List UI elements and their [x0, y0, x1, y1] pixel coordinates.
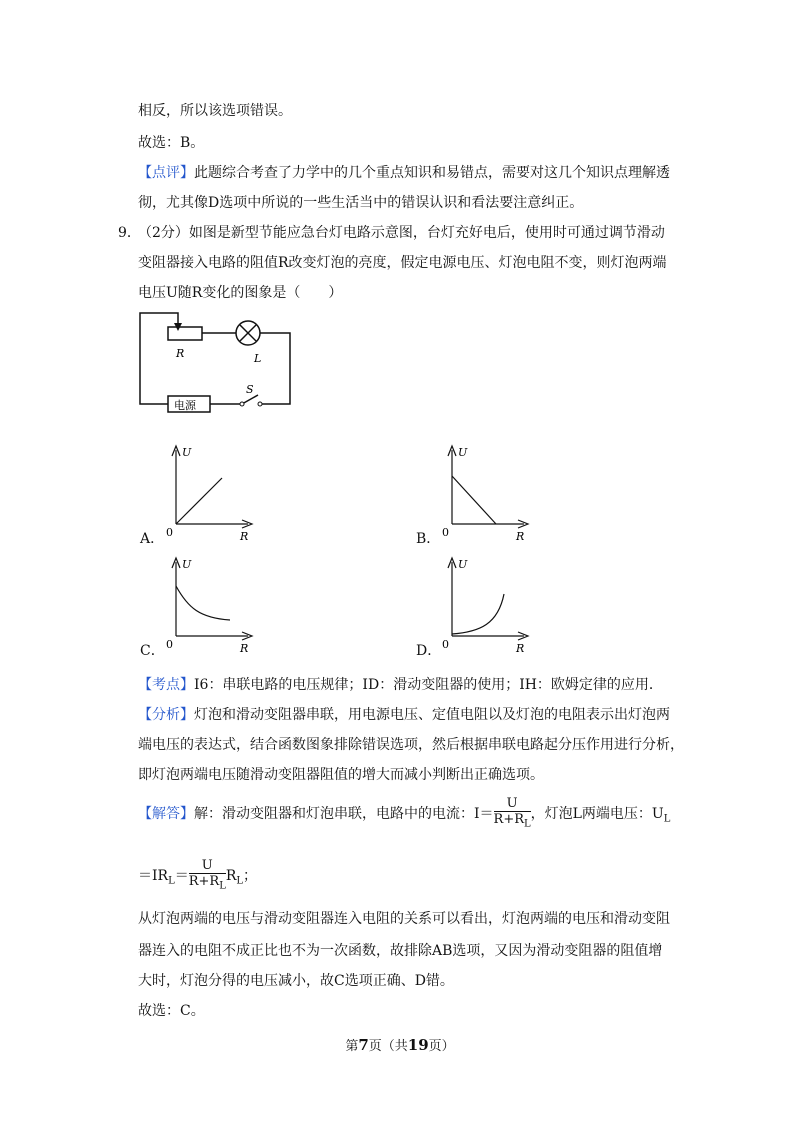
- origin-label: 0: [442, 526, 449, 539]
- y-axis-label: U: [458, 558, 468, 571]
- jieda-mid-sub: L: [663, 813, 671, 825]
- y-axis-label: U: [458, 446, 468, 459]
- kaodian-line: [138, 674, 663, 694]
- x-axis-label: R: [240, 642, 249, 655]
- option-c-label: C．: [140, 643, 165, 659]
- question-text: （2分）如图是新型节能应急台灯电路示意图，台灯充好电后，使用时可通过调节滑动: [138, 225, 665, 241]
- voltage-fraction: $\frac{U}{R+R_L}$: [188, 858, 226, 892]
- review-line: [138, 162, 670, 182]
- origin-label: 0: [166, 638, 173, 651]
- text-line: 大时，灯泡分得的电压减小，故C选项正确、D错。: [138, 973, 454, 989]
- jieda-text: 解：滑动变阻器和灯泡串联，电路中的电流：I＝: [194, 805, 494, 822]
- graph-d: [436, 552, 536, 657]
- jieda-line: [138, 796, 670, 832]
- graph-b: [436, 440, 536, 545]
- review-tag: 【点评】: [138, 165, 194, 181]
- graph-a: [160, 440, 260, 545]
- lamp-label: L: [254, 352, 262, 365]
- total-pages: 19: [407, 1036, 429, 1054]
- question-text: 电压U随R变化的图象是（ ）: [138, 285, 343, 301]
- kaodian-text: I6：串联电路的电压规律；ID：滑动变阻器的使用；IH：欧姆定律的应用．: [194, 677, 663, 693]
- graph-c: [160, 552, 260, 657]
- text-line: 器连入的电阻不成正比也不为一次函数，故排除AB选项，又因为滑动变阻器的阻值增: [138, 943, 663, 959]
- switch-label: S: [246, 383, 254, 396]
- question-number: 9．: [118, 225, 141, 241]
- text-line: 彻，尤其像D选项中所说的一些生活当中的错误认识和看法要注意纠正。: [138, 195, 584, 211]
- voltage-equation: $=IR_L=$ $\frac{U}{R+R_L}$ $R_L$；: [138, 858, 258, 892]
- option-d-label: D．: [416, 643, 442, 659]
- circuit-diagram: [130, 305, 310, 415]
- answer-line: 故选：C。: [138, 1003, 205, 1019]
- jieda-tag: 【解答】: [138, 805, 194, 822]
- power-source-label: 电源: [174, 399, 196, 412]
- y-axis-label: U: [182, 558, 192, 571]
- kaodian-tag: 【考点】: [138, 677, 194, 693]
- text-line: 故选：B。: [138, 135, 205, 151]
- x-axis-label: R: [240, 530, 249, 543]
- origin-label: 0: [442, 638, 449, 651]
- text-line: 即灯泡两端电压随滑动变阻器阻值的增大而减小判断出正确选项。: [138, 767, 544, 783]
- fenxi-line: [138, 704, 670, 724]
- fenxi-tag: 【分析】: [138, 707, 194, 723]
- fenxi-text: 灯泡和滑动变阻器串联，用电源电压、定值电阻以及灯泡的电阻表示出灯泡两: [194, 707, 670, 723]
- page-footer: 第7页（共19页）: [345, 1036, 455, 1054]
- page-number: 7: [358, 1036, 369, 1054]
- fraction-numerator: U: [494, 796, 531, 812]
- jieda-mid: ，灯泡L两端电压：U: [530, 805, 664, 822]
- option-b-label: B．: [416, 531, 441, 547]
- x-axis-label: R: [516, 642, 525, 655]
- text-line: 端电压的表达式，结合函数图象排除错误选项，然后根据串联电路起分压作用进行分析，: [138, 737, 684, 753]
- review-text: 此题综合考查了力学中的几个重点知识和易错点，需要对这几个知识点理解透: [194, 165, 670, 181]
- text-line: 从灯泡两端的电压与滑动变阻器连入电阻的关系可以看出，灯泡两端的电压和滑动变阻: [138, 911, 670, 927]
- option-a-label: A．: [140, 531, 165, 547]
- fraction-denominator: $R+R_L$: [493, 812, 531, 830]
- rheostat-label: R: [176, 347, 185, 360]
- text-line: 相反，所以该选项错误。: [138, 103, 292, 119]
- origin-label: 0: [166, 526, 173, 539]
- current-fraction: [494, 796, 531, 832]
- x-axis-label: R: [516, 530, 525, 543]
- y-axis-label: U: [182, 446, 192, 459]
- question-text: 变阻器接入电路的阻值R改变灯泡的亮度，假定电源电压、灯泡电阻不变，则灯泡两端: [138, 255, 667, 271]
